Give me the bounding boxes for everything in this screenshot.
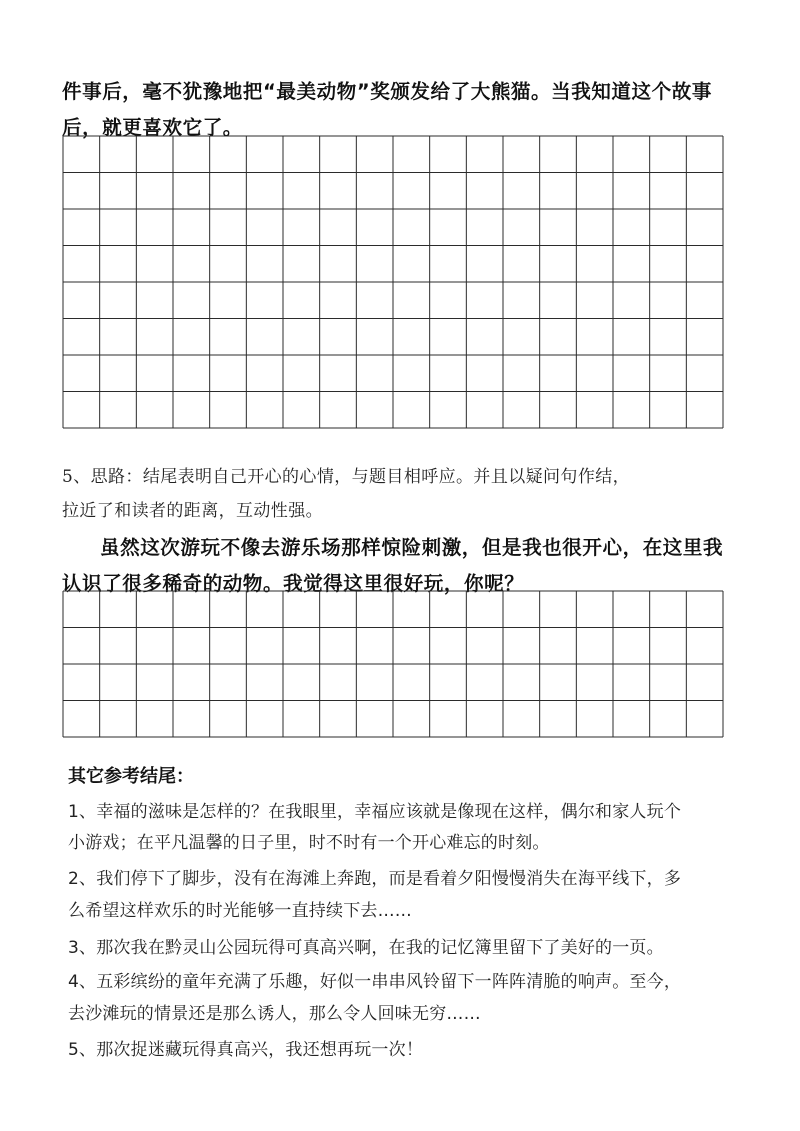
ending-2-line2: 么希望这样欢乐的时光能够一直持续下去…… (68, 901, 412, 921)
other-endings-heading: 其它参考结尾： (68, 766, 194, 787)
example-paragraph-line2: 认识了很多稀奇的动物。我觉得这里很好玩，你呢？ (62, 572, 525, 595)
ending-2-line1: 2、我们停下了脚步，没有在海滩上奔跑，而是看着夕阳慢慢消失在海平线下，多 (68, 869, 682, 889)
ending-1-line2: 小游戏；在平凡温馨的日子里，时不时有一个开心难忘的时刻。 (68, 833, 550, 853)
ending-3-line1: 3、那次我在黔灵山公园玩得可真高兴啊，在我的记忆簿里留下了美好的一页。 (68, 938, 664, 958)
example-paragraph-line1: 虽然这次游玩不像去游乐场那样惊险刺激，但是我也很开心，在这里我 (100, 536, 724, 559)
ending-1-line1: 1、幸福的滋味是怎样的？在我眼里，幸福应该就是像现在这样，偶尔和家人玩个 (68, 802, 682, 822)
ending-5-line1: 5、那次捉迷藏玩得真高兴，我还想再玩一次！ (68, 1040, 424, 1060)
top-paragraph-line1: 件事后，毫不犹豫地把“最美动物”奖颁发给了大熊猫。当我知道这个故事 (62, 80, 712, 103)
writing-grid-2[interactable] (62, 590, 724, 738)
note-5-line2: 拉近了和读者的距离，互动性强。 (62, 501, 323, 521)
top-paragraph-line2: 后，就更喜欢它了。 (62, 116, 243, 139)
note-5-line1: 5、思路：结尾表明自己开心的心情，与题目相呼应。并且以疑问句作结， (62, 467, 631, 487)
writing-grid-1[interactable] (62, 135, 724, 429)
ending-4-line2: 去沙滩玩的情景还是那么诱人，那么令人回味无穷…… (68, 1004, 481, 1024)
ending-4-line1: 4、五彩缤纷的童年充满了乐趣，好似一串串风铃留下一阵阵清脆的响声。至今， (68, 972, 682, 992)
